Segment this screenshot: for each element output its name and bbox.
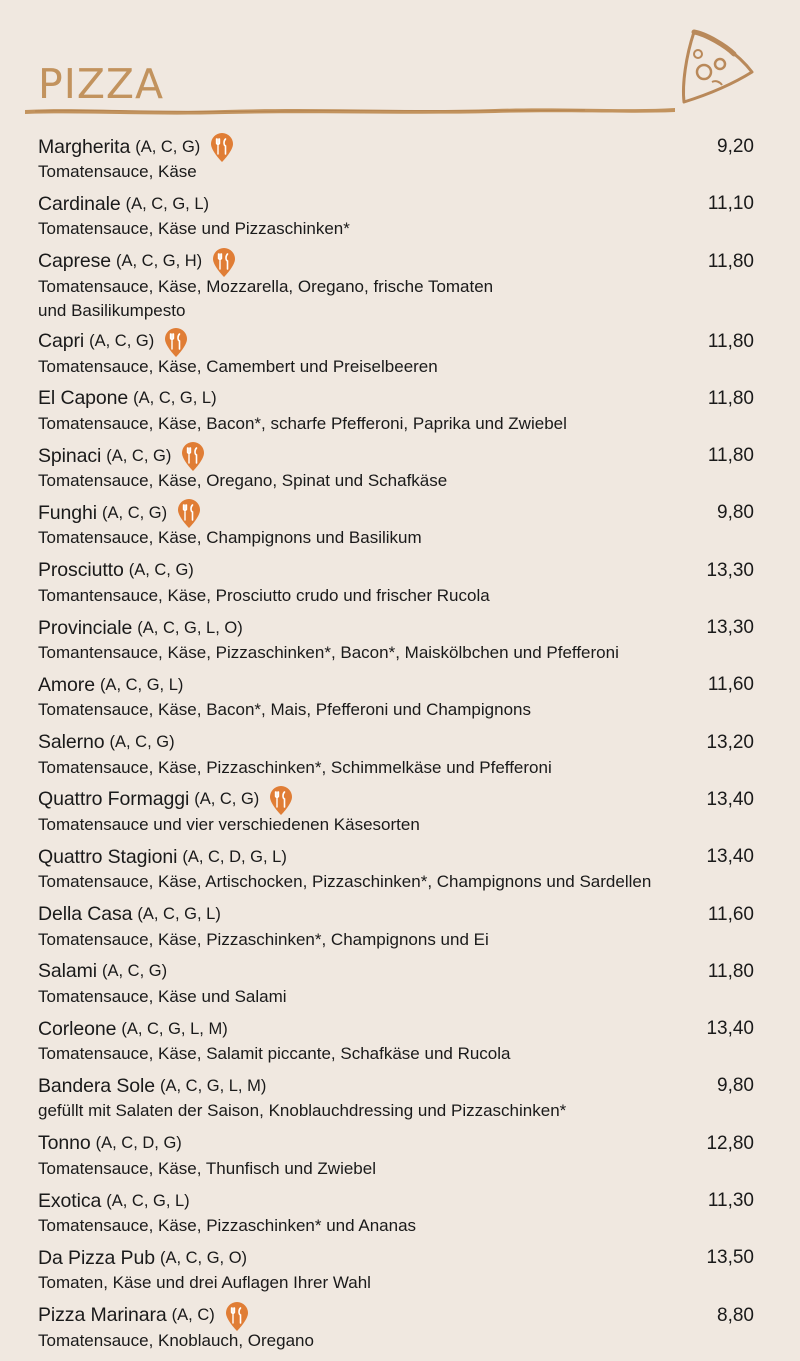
item-description: Tomatensauce, Käse, Artischocken, Pizzaschinken*, Champignons und Sardellen — [38, 872, 652, 892]
menu-item — [38, 1188, 768, 1245]
item-allergens: (A, C, G) — [89, 332, 155, 351]
item-allergens: (A, C, G, L, M) — [121, 1019, 228, 1038]
menu-item — [38, 329, 768, 386]
item-name: Caprese — [38, 250, 112, 273]
item-price: 13,40 — [706, 788, 754, 810]
menu-item-header — [38, 558, 768, 584]
item-description: Tomatensauce, Käse — [38, 162, 197, 181]
item-allergens: (A, C, G, L) — [137, 905, 221, 924]
menu-item — [38, 134, 768, 191]
item-description: Tomantensauce, Käse, Pizzaschinken*, Bacon*, Maiskölbchen und Pfefferoni — [38, 643, 619, 663]
item-price: 13,30 — [706, 559, 754, 581]
menu-item — [38, 672, 768, 729]
item-price: 11,10 — [707, 193, 754, 215]
item-name: Bandera Sole — [38, 1074, 155, 1097]
page-title: PIZZA — [38, 60, 165, 108]
vegetarian-icon — [225, 1302, 249, 1332]
item-name: Amore — [38, 673, 95, 696]
menu-item — [38, 249, 768, 329]
item-name: Quattro Stagioni — [38, 845, 178, 868]
item-name: Tonno — [38, 1132, 91, 1155]
item-price: 9,80 — [717, 502, 754, 524]
item-description: Tomatensauce, Käse, Thunfisch und Zwiebel — [38, 1158, 376, 1178]
menu-item — [38, 500, 768, 557]
item-allergens: (A, C, G, L, O) — [137, 618, 243, 637]
menu-item-header — [38, 902, 768, 928]
vegetarian-icon — [164, 328, 188, 358]
menu-item-header — [38, 1016, 768, 1042]
item-description: Tomatensauce, Käse, Oregano, Spinat und Schafkäse — [38, 471, 448, 491]
item-price: 11,80 — [707, 250, 754, 272]
item-name: Exotica — [38, 1189, 102, 1212]
item-price: 8,80 — [717, 1304, 754, 1326]
item-description-continued: und Basilikumpesto — [38, 300, 186, 320]
item-description: Tomatensauce, Käse und Salami — [38, 986, 287, 1006]
item-description: Tomatensauce, Käse, Pizzaschinken* und Ananas — [38, 1216, 417, 1236]
menu-item-header — [38, 787, 768, 813]
item-name: Salami — [38, 960, 98, 983]
item-allergens: (A, C, G, L) — [106, 1191, 190, 1210]
menu-item — [38, 844, 768, 901]
page-header — [0, 0, 800, 130]
item-allergens: (A, C, D, G, L) — [182, 847, 287, 866]
item-description: Tomatensauce, Käse, Salamit piccante, Schafkäse und Rucola — [38, 1044, 511, 1064]
item-price: 11,80 — [707, 387, 754, 409]
item-allergens: (A, C, G, L) — [99, 675, 184, 694]
item-name: Spinaci — [38, 444, 102, 467]
item-name: Della Casa — [38, 903, 133, 926]
menu-item — [38, 1131, 768, 1188]
item-allergens: (A, C, G, O) — [159, 1248, 248, 1267]
item-description: Tomatensauce, Käse, Bacon*, scharfe Pfefferoni, Paprika und Zwiebel — [38, 413, 567, 433]
menu-item-header — [38, 615, 768, 641]
menu-item-header — [38, 672, 768, 698]
menu-item-header — [38, 191, 768, 217]
item-description: Tomatensauce, Käse, Champignons und Basilikum — [38, 528, 422, 548]
item-name: Prosciutto — [38, 559, 124, 582]
item-description: Tomatensauce, Knoblauch, Oregano — [38, 1330, 314, 1350]
item-name: Cardinale — [38, 192, 121, 215]
menu-item-header — [38, 844, 768, 870]
vegetarian-icon — [181, 442, 205, 472]
item-name: Capri — [38, 330, 85, 353]
item-description: Tomatensauce, Käse, Pizzaschinken*, Schimmelkäse und Pfefferoni — [38, 757, 552, 777]
item-description: Tomatensauce, Käse und Pizzaschinken* — [38, 219, 350, 239]
menu-item-header — [38, 329, 768, 355]
menu-item — [38, 558, 768, 615]
menu-item-header — [38, 1188, 768, 1214]
vegetarian-icon — [177, 499, 201, 529]
item-description: gefüllt mit Salaten der Saison, Knoblauchdressing und Pizzaschinken* — [38, 1101, 567, 1121]
item-name: Quattro Formaggi — [38, 788, 190, 811]
item-description: Tomatensauce, Käse, Pizzaschinken*, Champignons und Ei — [38, 929, 489, 949]
menu-item-header — [38, 443, 768, 469]
menu-item — [38, 191, 768, 248]
vegetarian-icon — [269, 786, 293, 816]
menu-item-header — [38, 1131, 768, 1157]
menu-item — [38, 1303, 768, 1360]
menu-item — [38, 787, 768, 844]
item-allergens: (A, C, D, G) — [95, 1134, 182, 1153]
menu-item — [38, 730, 768, 787]
item-allergens: (A, C) — [171, 1306, 215, 1325]
menu-item-header — [38, 386, 768, 412]
item-description: Tomatensauce, Käse, Mozzarella, Oregano, frische Tomaten — [38, 276, 494, 296]
item-allergens: (A, C, G, L) — [125, 194, 210, 213]
item-description: Tomatensauce und vier verschiedenen Käsesorten — [38, 814, 420, 834]
item-price: 11,80 — [707, 445, 754, 467]
item-price: 13,40 — [706, 846, 754, 868]
item-name: El Capone — [38, 387, 129, 410]
menu-item — [38, 1245, 768, 1302]
item-price: 12,80 — [706, 1132, 754, 1154]
vegetarian-icon — [212, 248, 236, 278]
item-allergens: (A, C, G) — [102, 962, 168, 981]
item-price: 11,60 — [707, 903, 754, 925]
item-description: Tomaten, Käse und drei Auflagen Ihrer Wahl — [38, 1273, 371, 1293]
item-price: 11,80 — [707, 960, 754, 982]
menu-item — [38, 902, 768, 959]
item-name: Margherita — [38, 135, 131, 158]
item-allergens: (A, C, G, L) — [133, 389, 217, 408]
menu-item-header — [38, 1303, 768, 1329]
menu-item-header — [38, 730, 768, 756]
item-name: Pizza Marinara — [38, 1304, 167, 1327]
item-price: 13,40 — [706, 1018, 754, 1040]
menu-item-header — [38, 959, 768, 985]
item-price: 9,80 — [717, 1075, 754, 1097]
item-name: Salerno — [38, 731, 105, 754]
item-price: 13,20 — [706, 731, 754, 753]
item-allergens: (A, C, G) — [128, 561, 194, 580]
item-allergens: (A, C, G) — [109, 733, 175, 752]
item-description: Tomantensauce, Käse, Prosciutto crudo und frischer Rucola — [38, 585, 490, 605]
menu-item — [38, 1073, 768, 1130]
item-allergens: (A, C, G, L, M) — [159, 1076, 267, 1095]
menu-item — [38, 615, 768, 672]
menu-item — [38, 1016, 768, 1073]
menu-item — [38, 386, 768, 443]
menu-item — [38, 443, 768, 500]
item-description: Tomatensauce, Käse, Bacon*, Mais, Pfefferoni und Champignons — [38, 700, 531, 720]
menu-item-header — [38, 134, 768, 160]
item-name: Funghi — [38, 501, 98, 524]
vegetarian-icon — [210, 133, 234, 163]
item-price: 11,80 — [707, 330, 754, 352]
pizza-slice-icon — [676, 24, 758, 106]
item-name: Corleone — [38, 1017, 117, 1040]
item-price: 11,30 — [707, 1190, 754, 1212]
item-price: 9,20 — [717, 136, 754, 157]
menu-item-header — [38, 1073, 768, 1099]
item-price: 13,30 — [706, 617, 754, 639]
item-price: 11,60 — [707, 674, 754, 696]
menu-item-header — [38, 500, 768, 526]
item-description: Tomatensauce, Käse, Camembert und Preiselbeeren — [38, 356, 438, 376]
menu-item — [38, 959, 768, 1016]
item-allergens: (A, C, G) — [102, 503, 168, 522]
menu-list — [38, 134, 768, 1360]
item-allergens: (A, C, G) — [194, 790, 260, 809]
item-name: Da Pizza Pub — [38, 1246, 155, 1269]
menu-item-header — [38, 249, 768, 275]
brush-divider — [25, 104, 675, 118]
item-allergens: (A, C, G) — [106, 446, 172, 465]
item-allergens: (A, C, G) — [135, 137, 201, 156]
item-allergens: (A, C, G, H) — [116, 252, 203, 271]
menu-item-header — [38, 1245, 768, 1271]
item-name: Provinciale — [38, 616, 133, 639]
item-price: 13,50 — [706, 1247, 754, 1269]
